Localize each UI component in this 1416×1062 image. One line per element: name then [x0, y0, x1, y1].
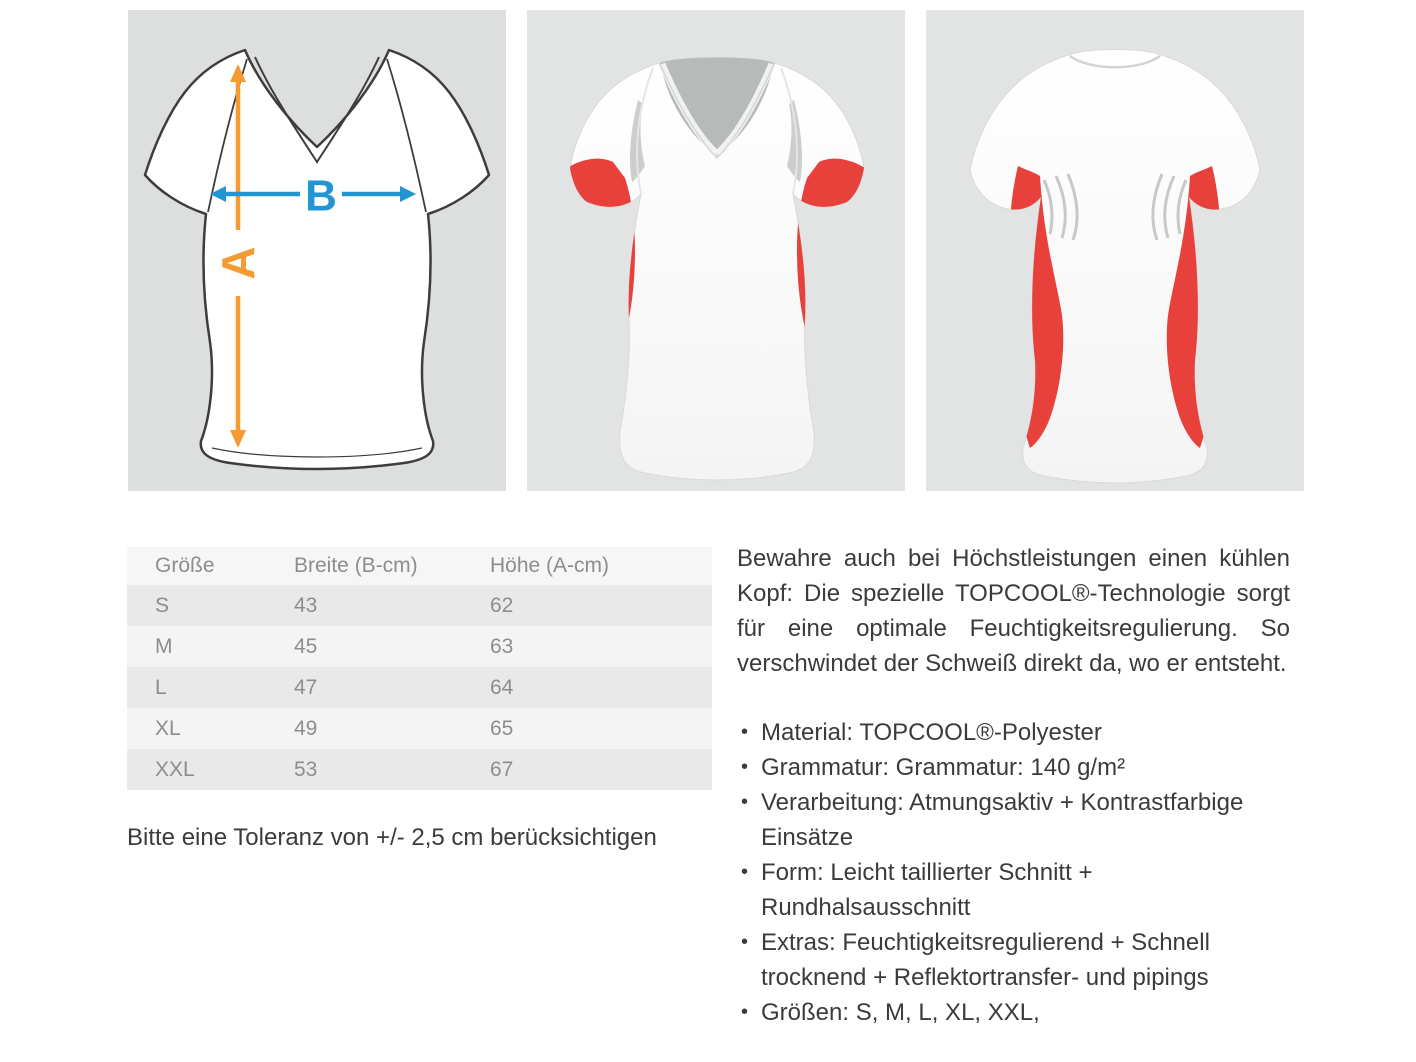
- table-cell: 53: [266, 749, 462, 790]
- feature-item: • Material: TOPCOOL®-Polyester: [737, 715, 1290, 750]
- feature-item: • Größen: S, M, L, XL, XXL,: [737, 995, 1290, 1030]
- table-cell: 64: [462, 667, 712, 708]
- description-intro: Bewahre auch bei Höchstleistungen einen kühlen Kopf: Die spezielle TOPCOOL®-Technologie sorgt für eine optimale Feuchtigkeitsregulierung. So verschwindet der Schweiß direkt da, wo er entsteht.: [737, 545, 1290, 677]
- table-cell: L: [127, 667, 266, 708]
- size-table-body: [127, 585, 712, 790]
- table-header-cell: Größe: [127, 547, 266, 585]
- table-cell: 67: [462, 749, 712, 790]
- table-cell: 47: [266, 667, 462, 708]
- size-diagram-image: [128, 10, 506, 491]
- feature-item: • Extras: Feuchtigkeitsregulierend + Schnell trocknend + Reflektortransfer- und pipings: [737, 925, 1290, 995]
- feature-item: • Grammatur: Grammatur: 140 g/m²: [737, 750, 1290, 785]
- table-header-cell: Höhe (A-cm): [462, 547, 712, 585]
- table-cell: 45: [266, 626, 462, 667]
- product-image-gallery: [128, 10, 1304, 491]
- table-cell: 49: [266, 708, 462, 749]
- table-cell: 62: [462, 585, 712, 626]
- product-description: [737, 541, 1290, 1030]
- product-front-image: [527, 10, 905, 491]
- feature-item: • Verarbeitung: Atmungsaktiv + Kontrastfarbige Einsätze: [737, 785, 1290, 855]
- table-cell: XXL: [127, 749, 266, 790]
- size-table: [127, 547, 712, 790]
- measurement-label-b: B: [305, 171, 337, 221]
- table-row: [127, 585, 712, 626]
- product-back-image: [926, 10, 1304, 491]
- table-row: [127, 749, 712, 790]
- measurement-label-a: A: [212, 246, 264, 280]
- tolerance-note: Bitte eine Toleranz von +/- 2,5 cm berücksichtigen: [127, 824, 657, 851]
- table-row: [127, 667, 712, 708]
- table-row: [127, 626, 712, 667]
- table-row: [127, 708, 712, 749]
- table-header-cell: Breite (B-cm): [266, 547, 462, 585]
- table-header-row: [127, 547, 712, 585]
- table-cell: M: [127, 626, 266, 667]
- feature-item: • Form: Leicht taillierter Schnitt + Rundhalsausschnitt: [737, 855, 1290, 925]
- table-cell: 65: [462, 708, 712, 749]
- table-cell: 63: [462, 626, 712, 667]
- table-cell: 43: [266, 585, 462, 626]
- feature-list: [737, 715, 1290, 1030]
- table-cell: S: [127, 585, 266, 626]
- table-cell: XL: [127, 708, 266, 749]
